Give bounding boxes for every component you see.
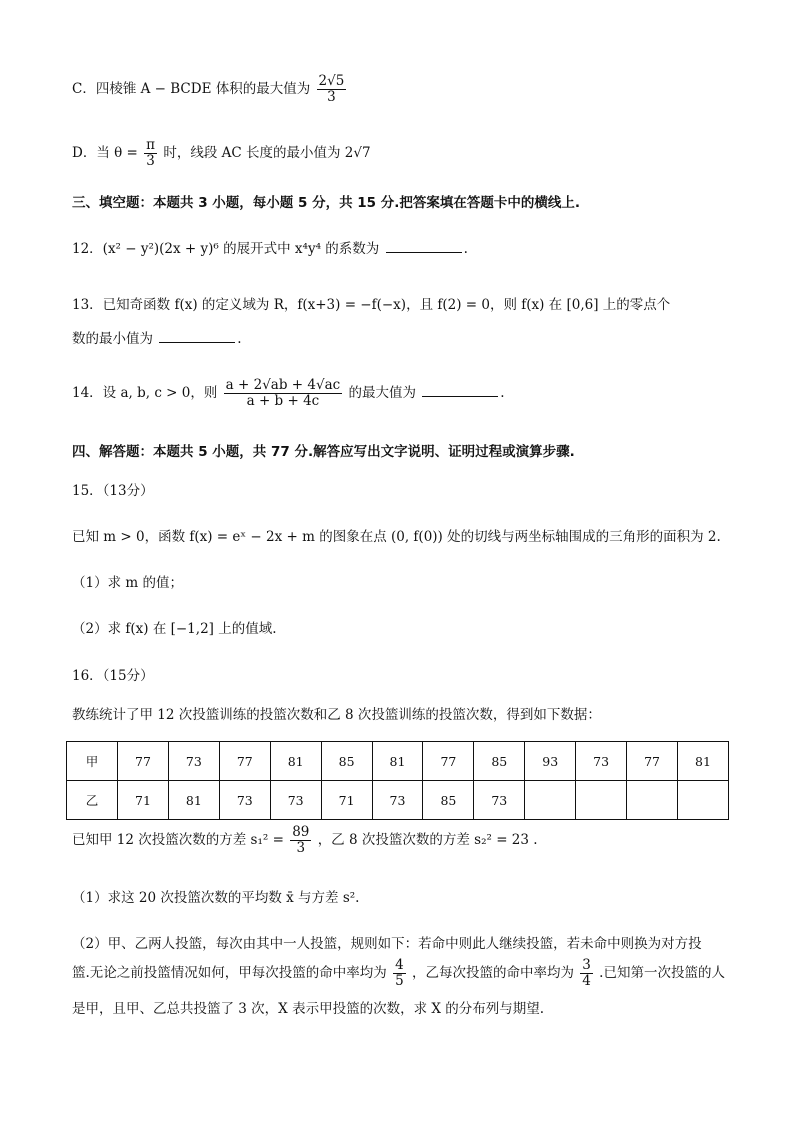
table-row (67, 781, 729, 820)
option-d (72, 138, 371, 169)
frac-numerator: 2√5 (318, 73, 345, 89)
question-12-text: 12．(x² − y²)(2x + y)⁶ 的展开式中 x⁴y⁴ 的系数为 (72, 241, 380, 257)
question-12 (72, 243, 468, 257)
table-row (67, 742, 729, 781)
table-cell: 77 (627, 742, 678, 781)
table-cell: 93 (525, 742, 576, 781)
option-c-fraction (317, 74, 347, 105)
frac-denominator: 3 (327, 88, 336, 105)
question-14-fraction (224, 378, 343, 409)
table-cell: 77 (423, 742, 474, 781)
table-cell: 71 (118, 781, 169, 820)
table-cell (677, 781, 728, 820)
table-cell: 71 (321, 781, 372, 820)
frac-numerator: 3 (582, 957, 591, 973)
table-cell: 73 (270, 781, 321, 820)
answer-blank[interactable] (159, 342, 235, 343)
frac-numerator: π (146, 137, 156, 153)
question-15-part-1: （1）求 m 的值； (72, 575, 183, 591)
table-cell: 73 (474, 781, 525, 820)
table-cell: 81 (372, 742, 423, 781)
table-cell: 85 (474, 742, 525, 781)
table-cell: 85 (423, 781, 474, 820)
frac-numerator: a + 2√ab + 4√ac (225, 377, 341, 393)
p2-text-c: .已知第一次投篮的人 (599, 964, 725, 981)
table-cell: 77 (118, 742, 169, 781)
question-15-body: 已知 m > 0，函数 f(x) = eˣ − 2x + m 的图象在点 (0, f(0)) 处的切线与两坐标轴围成的三角形的面积为 2. (72, 529, 721, 545)
question-13-text: 数的最小值为 (72, 331, 153, 347)
answer-blank[interactable] (386, 252, 462, 253)
frac-denominator: a + b + 4c (246, 392, 320, 409)
answer-blank[interactable] (422, 396, 498, 397)
p2-fraction-1 (393, 958, 406, 989)
frac-numerator: 89 (292, 824, 310, 840)
p2-text-b: ，乙每次投篮的命中率均为 (411, 964, 574, 981)
frac-denominator: 3 (296, 839, 306, 856)
option-d-text-1: D．当 θ = (72, 144, 138, 161)
frac-denominator: 4 (582, 972, 591, 989)
table-cell: 81 (270, 742, 321, 781)
question-15-heading: 15．（13分） (72, 483, 154, 499)
period: . (500, 384, 505, 401)
question-13-line-2 (72, 333, 242, 347)
question-16-intro: 教练统计了甲 12 次投篮训练的投篮次数和乙 8 次投篮训练的投篮次数，得到如下数据： (72, 707, 601, 723)
frac-denominator: 5 (395, 972, 404, 989)
option-c (72, 74, 348, 105)
question-14-text-2: 的最大值为 (348, 384, 416, 401)
variance-text-2: ，乙 8 次投篮次数的方差 s₂² = 23 . (317, 831, 538, 848)
table-cell: 81 (168, 781, 219, 820)
table-cell: 81 (677, 742, 728, 781)
table-cell (525, 781, 576, 820)
question-14-text-1: 14．设 a, b, c > 0，则 (72, 384, 218, 401)
row-label: 乙 (67, 781, 118, 820)
question-16-part-1: （1）求这 20 次投篮次数的平均数 x̄ 与方差 s². (72, 890, 360, 906)
option-d-text-2: 时，线段 AC 长度的最小值为 2√7 (163, 144, 371, 161)
table-cell (627, 781, 678, 820)
question-14 (72, 378, 505, 409)
period: . (463, 241, 468, 257)
p2-text-a: 篮.无论之前投篮情况如何，甲每次投篮的命中率均为 (72, 964, 387, 981)
table-cell: 73 (576, 742, 627, 781)
question-16-part-2-line-1: （2）甲、乙两人投篮，每次由其中一人投篮，规则如下：若命中则此人继续投篮，若未命中则换为对方投 (72, 936, 702, 952)
table-cell (576, 781, 627, 820)
question-15-part-2: （2）求 f(x) 在 [−1,2] 上的值域. (72, 621, 277, 637)
table-cell: 85 (321, 742, 372, 781)
section-3-heading: 三、填空题：本题共 3 小题，每小题 5 分，共 15 分.把答案填在答题卡中的横线上. (72, 195, 581, 211)
frac-numerator: 4 (395, 957, 404, 973)
table-cell: 77 (219, 742, 270, 781)
p2-fraction-2 (580, 958, 593, 989)
question-13-line-1: 13．已知奇函数 f(x) 的定义域为 R，f(x+3) = −f(−x)，且 f(2) = 0，则 f(x) 在 [0,6] 上的零点个 (72, 297, 671, 313)
variance-fraction (290, 825, 311, 856)
period: . (237, 331, 242, 347)
data-table (66, 741, 729, 820)
row-label: 甲 (67, 742, 118, 781)
table-cell: 73 (219, 781, 270, 820)
question-16-variance (72, 825, 538, 856)
frac-denominator: 3 (146, 152, 155, 169)
question-16-part-2-line-3: 是甲，且甲、乙总共投篮了 3 次，X 表示甲投篮的次数，求 X 的分布列与期望. (72, 1001, 545, 1017)
option-c-text: C．四棱锥 A − BCDE 体积的最大值为 (72, 80, 311, 97)
table-cell: 73 (372, 781, 423, 820)
question-16-part-2-line-2 (72, 958, 725, 989)
section-4-heading: 四、解答题：本题共 5 小题，共 77 分.解答应写出文字说明、证明过程或演算步骤. (72, 444, 575, 460)
variance-text-1: 已知甲 12 次投篮次数的方差 s₁² = (72, 831, 284, 848)
question-16-heading: 16．（15分） (72, 668, 154, 684)
table-cell: 73 (168, 742, 219, 781)
option-d-fraction (144, 138, 157, 169)
